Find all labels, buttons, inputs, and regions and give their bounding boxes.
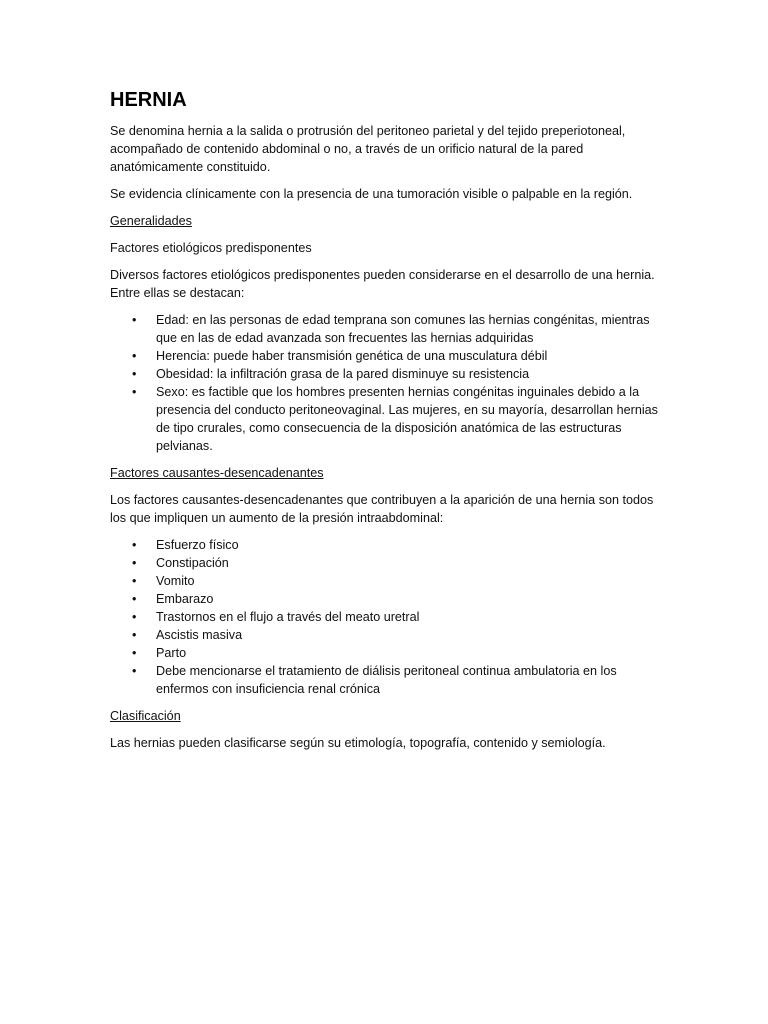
list-item-text: Constipación (156, 556, 229, 570)
list-item (110, 347, 663, 365)
section-heading-generalidades: Generalidades (110, 214, 192, 228)
list-item (110, 572, 663, 590)
list-item-text: Edad: en las personas de edad temprana son comunes las hernias congénitas, mientras que en las de edad avanzada son frecuentes las hernias adquiridas (156, 313, 650, 345)
list-item (110, 662, 663, 698)
causantes-list (110, 536, 663, 698)
bullet-icon: • (132, 610, 137, 624)
bullet-icon: • (132, 367, 137, 381)
bullet-icon: • (132, 538, 137, 552)
list-item-text: Herencia: puede haber transmisión genética de una musculatura débil (156, 349, 548, 363)
list-item-text: Ascistis masiva (156, 628, 243, 642)
list-item-text: Esfuerzo físico (156, 538, 239, 552)
bullet-icon: • (132, 385, 137, 399)
bullet-icon: • (132, 664, 137, 678)
list-item-text: Embarazo (156, 592, 214, 606)
intro-paragraph-2: Se evidencia clínicamente con la presencia de una tumoración visible o palpable en la región. (110, 187, 633, 201)
list-item-text: Vomito (156, 574, 195, 588)
list-item (110, 626, 663, 644)
list-item-text: Sexo: es factible que los hombres presenten hernias congénitas inguinales debido a la presencia del conducto peritoneovaginal. Las mujeres, en su mayoría, desarrollan hernias de tipo crurales, como consecuencia de la disposición anatómica de las estructuras pelvianas. (156, 385, 658, 453)
subheading-factores-predisponentes: Factores etiológicos predisponentes (110, 241, 312, 255)
generalidades-paragraph: Diversos factores etiológicos predisponentes pueden considerarse en el desarrollo de una hernia. Entre ellas se destacan: (110, 268, 655, 300)
list-item (110, 608, 663, 626)
intro-paragraph-1: Se denomina hernia a la salida o protrusión del peritoneo parietal y del tejido preperiotoneal, acompañado de contenido abdominal o no, a través de un orificio natural de la pared anatómicamente constituido. (110, 124, 626, 174)
list-item-text: Parto (156, 646, 187, 660)
clasificacion-paragraph: Las hernias pueden clasificarse según su etimología, topografía, contenido y semiología. (110, 736, 606, 750)
list-item (110, 536, 663, 554)
section-heading-clasificacion: Clasificación (110, 709, 181, 723)
predisponentes-list (110, 311, 663, 455)
list-item-text: Trastornos en el flujo a través del meato uretral (156, 610, 420, 624)
document-title: HERNIA (110, 89, 187, 111)
list-item-text: Obesidad: la infiltración grasa de la pared disminuye su resistencia (156, 367, 530, 381)
bullet-icon: • (132, 556, 137, 570)
bullet-icon: • (132, 313, 137, 327)
bullet-icon: • (132, 349, 137, 363)
bullet-icon: • (132, 592, 137, 606)
list-item (110, 311, 663, 347)
bullet-icon: • (132, 646, 137, 660)
causantes-paragraph: Los factores causantes-desencadenantes que contribuyen a la aparición de una hernia son todos los que impliquen un aumento de la presión intraabdominal: (110, 493, 654, 525)
list-item (110, 554, 663, 572)
list-item (110, 644, 663, 662)
list-item-text: Debe mencionarse el tratamiento de diálisis peritoneal continua ambulatoria en los enfermos con insuficiencia renal crónica (156, 664, 617, 696)
bullet-icon: • (132, 574, 137, 588)
bullet-icon: • (132, 628, 137, 642)
section-heading-causantes: Factores causantes-desencadenantes (110, 466, 324, 480)
list-item (110, 365, 663, 383)
list-item (110, 590, 663, 608)
list-item (110, 383, 663, 455)
